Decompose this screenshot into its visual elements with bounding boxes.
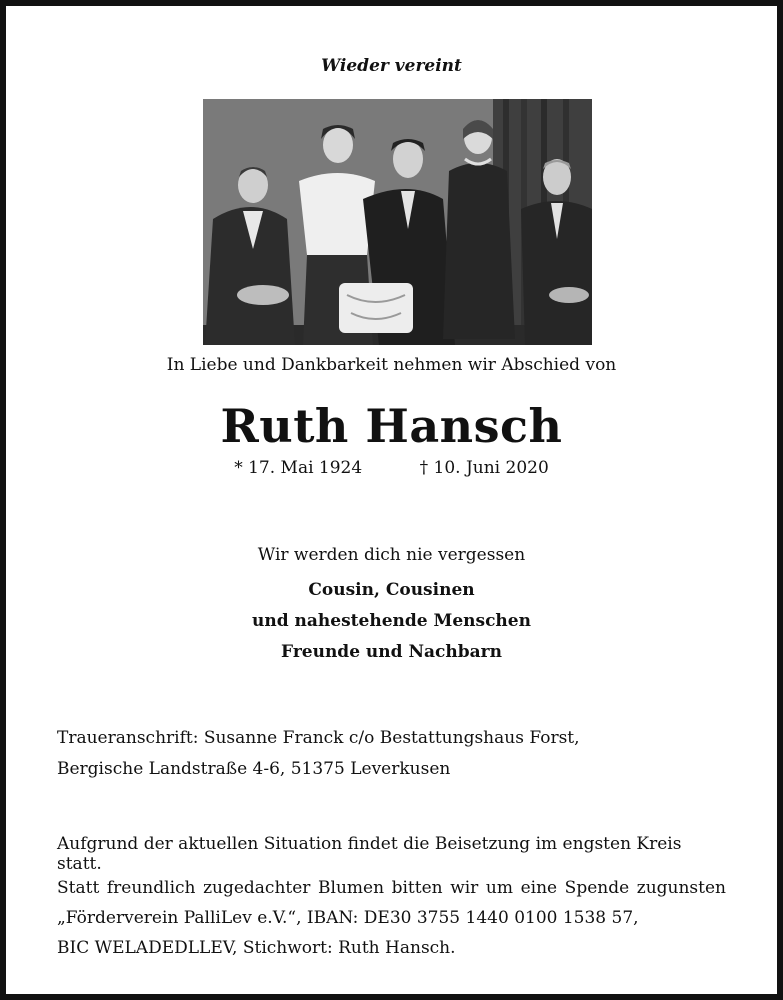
address-line: Traueranschrift: Susanne Franck c/o Bestattungshaus Forst, [57,728,580,748]
address-line: Bergische Landstraße 4-6, 51375 Leverkusen [57,759,451,779]
mourning-address [57,726,726,788]
donation-request [57,876,726,966]
donation-line: Statt freundlich zugedachter Blumen bitten wir um eine Spende zugunsten [57,878,726,898]
family-photo [203,99,592,345]
donation-line: BIC WELADEDLLEV, Stichwort: Ruth Hansch. [57,938,456,958]
death-date: † 10. Juni 2020 [419,458,549,478]
family-portrait-photo [203,99,592,345]
headline: Wieder vereint [321,56,462,76]
mourner-line: Freunde und Nachbarn [281,642,502,662]
donation-line: „Förderverein PalliLev e.V.“, IBAN: DE30 3755 1440 0100 1538 57, [57,908,639,928]
life-dates [6,458,777,478]
birth-date: * 17. Mai 1924 [234,458,363,478]
tagline: Wir werden dich nie vergessen [257,545,526,565]
mourners-list [6,578,777,671]
mourner-line: und nahestehende Menschen [252,611,531,631]
burial-note: Aufgrund der aktuellen Situation findet die Beisetzung im engsten Kreis statt. [57,834,682,874]
deceased-name: Ruth Hansch [220,399,563,453]
intro-text: In Liebe und Dankbarkeit nehmen wir Abschied von [166,355,617,375]
mourner-line: Cousin, Cousinen [308,580,475,600]
